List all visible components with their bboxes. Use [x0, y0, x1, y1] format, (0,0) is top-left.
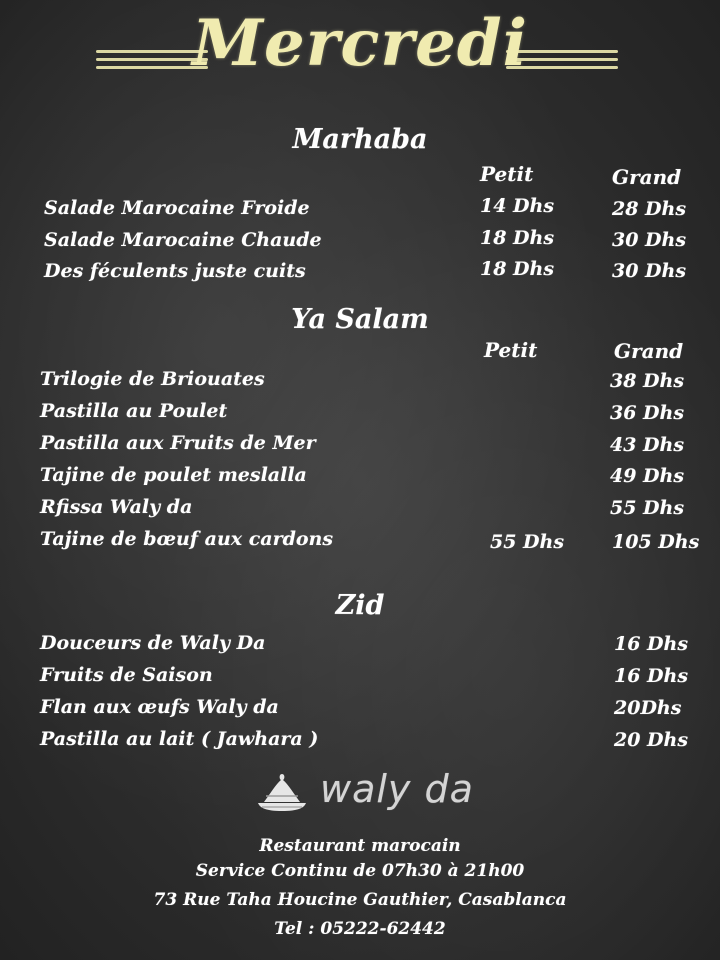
tajine-icon — [252, 770, 312, 816]
item-name: Fruits de Saison — [40, 664, 213, 686]
footer-subtitle: Restaurant marocain — [259, 836, 461, 856]
section-title-zid: Zid — [335, 590, 385, 621]
item-name: Tajine de bœuf aux cardons — [40, 528, 334, 550]
item-price-petit: 18 Dhs — [480, 227, 555, 249]
item-price: 20Dhs — [614, 697, 682, 719]
item-price-grand: 38 Dhs — [610, 370, 685, 392]
item-name: Des féculents juste cuits — [44, 260, 306, 282]
item-price-grand: 55 Dhs — [610, 497, 685, 519]
item-price: 16 Dhs — [614, 665, 689, 687]
item-name: Pastilla au Poulet — [40, 400, 228, 422]
logo-text: waly da — [320, 767, 474, 811]
page-title: Mercredi — [192, 6, 528, 81]
item-price: 20 Dhs — [614, 729, 689, 751]
item-price-petit: 18 Dhs — [480, 258, 555, 280]
item-price-grand: 30 Dhs — [612, 229, 687, 251]
item-name: Tajine de poulet meslalla — [40, 464, 307, 486]
footer-hours: Service Continu de 07h30 à 21h00 — [195, 861, 525, 881]
item-price-grand: 30 Dhs — [612, 260, 687, 282]
section-title-ya-salam: Ya Salam — [291, 304, 429, 335]
ya-salam-column-petit: Petit — [484, 338, 538, 362]
item-price-grand: 36 Dhs — [610, 402, 685, 424]
item-name: Trilogie de Briouates — [40, 368, 265, 390]
item-price: 16 Dhs — [614, 633, 689, 655]
item-price-petit: 55 Dhs — [490, 531, 565, 553]
item-name: Salade Marocaine Froide — [44, 197, 310, 219]
item-name: Pastilla aux Fruits de Mer — [40, 432, 316, 454]
section-title-marhaba: Marhaba — [292, 124, 428, 155]
footer-address: 73 Rue Taha Houcine Gauthier, Casablanca — [153, 890, 567, 910]
item-name: Flan aux œufs Waly da — [40, 696, 279, 718]
item-name: Pastilla au lait ( Jawhara ) — [40, 728, 319, 750]
footer-phone: Tel : 05222-62442 — [274, 919, 446, 939]
item-price-grand: 49 Dhs — [610, 465, 685, 487]
marhaba-column-petit: Petit — [480, 162, 534, 186]
item-name: Salade Marocaine Chaude — [44, 229, 322, 251]
item-price-grand: 28 Dhs — [612, 198, 687, 220]
item-name: Rfissa Waly da — [40, 496, 193, 518]
item-price-grand: 43 Dhs — [610, 434, 685, 456]
ya-salam-column-grand: Grand — [614, 339, 684, 363]
item-name: Douceurs de Waly Da — [40, 632, 266, 654]
item-price-grand: 105 Dhs — [612, 531, 700, 553]
marhaba-column-grand: Grand — [612, 165, 682, 189]
item-price-petit: 14 Dhs — [480, 195, 555, 217]
